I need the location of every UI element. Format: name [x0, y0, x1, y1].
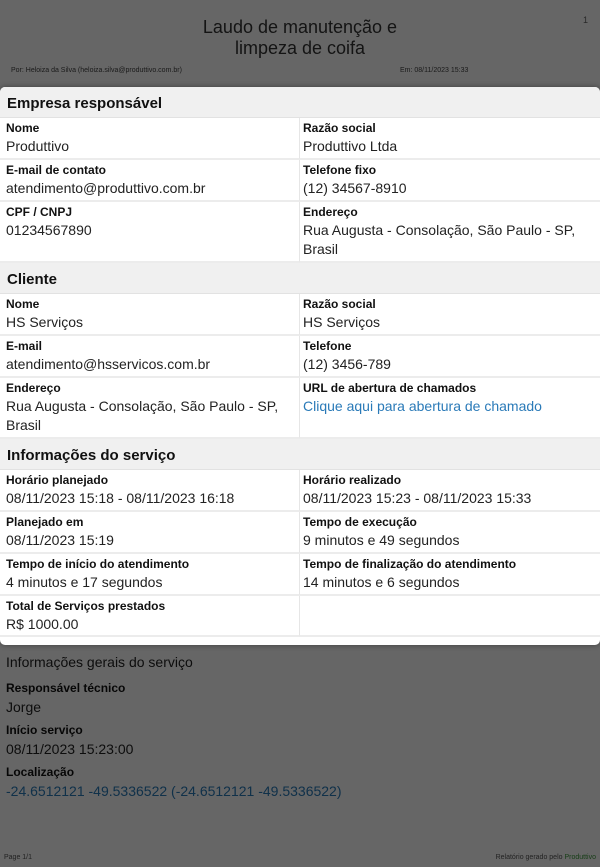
field-empresa-email: E-mail de contato atendimento@produttivo.com.br [0, 160, 300, 202]
field-cliente-email: E-mail atendimento@hsservicos.com.br [0, 336, 300, 378]
cliente-section-title: Cliente [0, 263, 600, 294]
field-tempo-inicio: Tempo de início do atendimento 4 minutos e 17 segundos [0, 554, 300, 596]
empresa-fields [0, 118, 600, 263]
field-tempo-finalizacao: Tempo de finalização do atendimento 14 minutos e 6 segundos [300, 554, 600, 596]
field-cliente-nome: Nome HS Serviços [0, 294, 300, 336]
servico-fields [0, 470, 600, 637]
field-empresa-razao: Razão social Produttivo Ltda [300, 118, 600, 160]
servico-section-title: Informações do serviço [0, 439, 600, 470]
field-total-servicos: Total de Serviços prestados R$ 1000.00 [0, 596, 300, 637]
field-cliente-razao: Razão social HS Serviços [300, 294, 600, 336]
field-tempo-execucao: Tempo de execução 9 minutos e 49 segundos [300, 512, 600, 554]
field-empresa-telefone: Telefone fixo (12) 34567-8910 [300, 160, 600, 202]
field-empresa-cpf: CPF / CNPJ 01234567890 [0, 202, 300, 263]
field-cliente-telefone: Telefone (12) 3456-789 [300, 336, 600, 378]
field-horario-planejado: Horário planejado 08/11/2023 15:18 - 08/11/2023 16:18 [0, 470, 300, 512]
empresa-section-title: Empresa responsável [0, 87, 600, 118]
field-empresa-endereco: Endereço Rua Augusta - Consolação, São Paulo - SP, Brasil [300, 202, 600, 263]
field-planejado-em: Planejado em 08/11/2023 15:19 [0, 512, 300, 554]
field-cliente-endereco: Endereço Rua Augusta - Consolação, São Paulo - SP, Brasil [0, 378, 300, 439]
empty-cell [300, 596, 600, 637]
field-horario-realizado: Horário realizado 08/11/2023 15:23 - 08/11/2023 15:33 [300, 470, 600, 512]
cliente-fields [0, 294, 600, 439]
field-empresa-nome: Nome Produttivo [0, 118, 300, 160]
details-modal [0, 87, 600, 645]
field-cliente-url: URL de abertura de chamados Clique aqui para abertura de chamado [300, 378, 600, 439]
open-ticket-link[interactable]: Clique aqui para abertura de chamado [303, 398, 542, 414]
